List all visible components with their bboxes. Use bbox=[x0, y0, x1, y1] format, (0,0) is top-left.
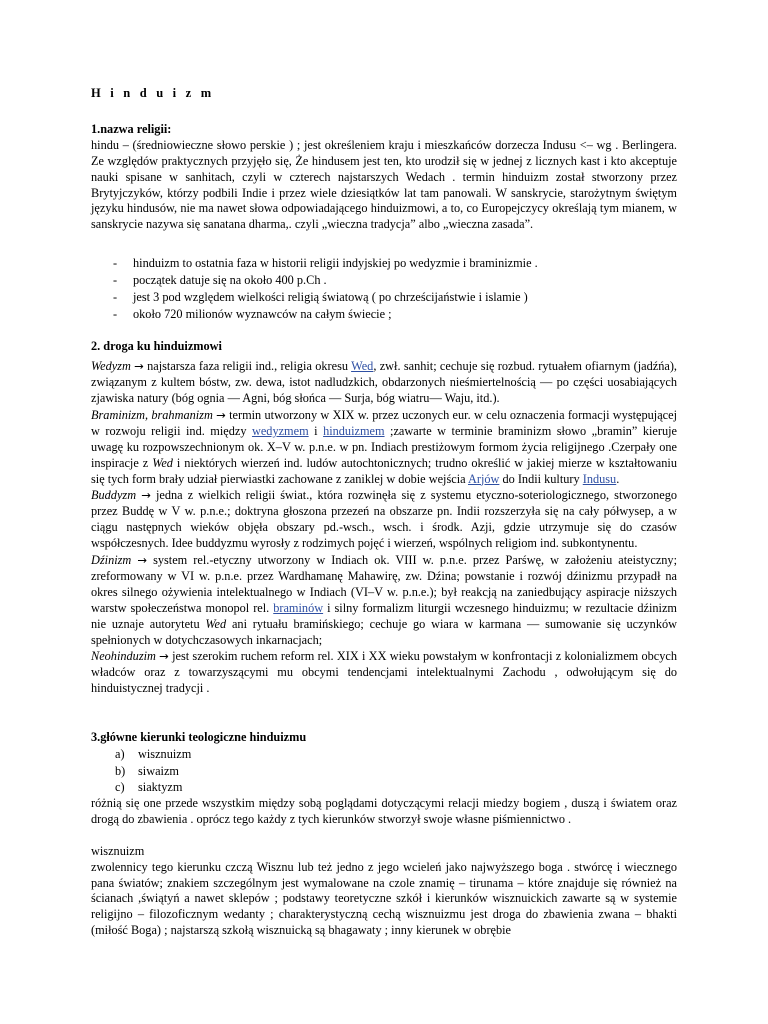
list-item: - początek datuje się na około 400 p.Ch . bbox=[91, 272, 677, 289]
entry-dzinizm: Dźinizm → system rel.-etyczny utworzony w Indiach ok. VIII w. p.n.e. przez Parśwę, w założeniu ateistyczny; zreformowany w VI w. p.n.e. przez Wardhamanę Mahawirę, zw. Dźina; powstanie i rozwój dźinizmu przypadł na okres silnego ożywienia intelektualnego w Indiach (VI–V w. p.n.e.); był reakcją na zaniedbujący aspiracje niższych warstw społeczeństwa monopol rel. braminów i silny formalizm liturgii wczesnego hinduizmu; w rezultacie dźinizm nie uznaje autorytetu Wed ani rytuału bramińskiego; cechuje go wiara w karmana — sumowanie się uczynków spełnionych w dotychczasowych inkarnacjach; bbox=[91, 553, 678, 647]
section-3-paragraph: różnią się one przede wszystkim między sobą poglądami dotyczącymi relacji miedzy bogiem , duszą i światem oraz drogą do zbawienia . oprócz tego każdy z tych kierunków stworzył swoje własne piśmiennictwo . bbox=[91, 795, 677, 826]
list-item: c) siaktyzm bbox=[115, 780, 183, 795]
term-dzinizm: Dźinizm bbox=[91, 553, 132, 568]
entry-neohinduizm: Neohinduzim → jest szerokim ruchem reform rel. XIX i XX wieku powstałym w konfrontacji z kolonializmem obcych władców oraz z towarzyszącymi mu obcymi tendencjami intelektualnymi Zachodu , odwołującym się do hinduistycznej tradycji . bbox=[91, 649, 677, 696]
document-title: H i n d u i z m bbox=[91, 86, 215, 100]
term-buddyzm: Buddyzm bbox=[91, 488, 137, 503]
link-wed[interactable]: Wed bbox=[351, 359, 374, 374]
section-1-heading: 1.nazwa religii: bbox=[91, 121, 172, 136]
link-braminow[interactable]: braminów bbox=[273, 600, 324, 615]
link-hinduizmem[interactable]: hinduizmem bbox=[323, 423, 385, 438]
arrow-right-icon: → bbox=[159, 649, 169, 664]
section-theological-directions bbox=[91, 730, 677, 939]
link-wedyzmem[interactable]: wedyzmem bbox=[251, 423, 309, 438]
section-name-of-religion bbox=[91, 122, 677, 323]
list-item: - jest 3 pod względem wielkości religią światową ( po chrześcijaństwie i islamie ) bbox=[91, 289, 677, 306]
link-arjow[interactable]: Arjów bbox=[467, 471, 500, 486]
document-page bbox=[91, 86, 677, 939]
term-wedyzm: Wedyzm bbox=[91, 359, 131, 374]
section-path-to-hinduism bbox=[91, 339, 677, 697]
directions-list bbox=[91, 746, 677, 796]
section-1-paragraph: hindu – (średniowieczne słowo perskie ) ; jest określeniem kraju i mieszkańców dorzecza Indusu <– wg . Berlingera. Ze względów praktycznych przyjęło się, Że hindusem jest ten, kto urodził się w jednej z licznych kast i kto akceptuje nauki spisane w sanhitach, czyli w czterech najstarszych Wedach . termin hinduizm został stworzony przez Brytyjczyków, którzy podbili Indie i przez wiele dziesiątków lat tam panowali. W sanskrycie, starożytnym świętym języku hindusów, nie ma nawet słowa odpowiadającego hinduizmowi, a to, co Europejczycy określają tym mianem, w sanskrycie nazywa się sanatana dharma,. czyli „wieczna tradycja” albo „wieczna zasada”. bbox=[91, 137, 677, 232]
section-2-heading: 2. droga ku hinduizmowi bbox=[91, 339, 222, 354]
entry-braminizm: Braminizm, brahmanizm → termin utworzony w XIX w. przez uczonych eur. w celu oznaczenia formacji występującej w rozwoju religii ind. między wedyzmem i hinduizmem ;zawarte w terminie braminizm słowo „bramin” kieruje uwagę ku rozpowszechnionym ok. X–V w. p.n.e. w pn. Indiach prestiżowym formom życia religijnego .Czerpały one inspiracje z Wed i niektórych wierzeń ind. ludów autochtonicznych; trudno określić w jakiej mierze w kształtowaniu się tych form brały udział pierwiastki zachowane z zaniklej w dobie wejścia Arjów do Indii kultury Indusu. bbox=[91, 407, 677, 486]
arrow-right-icon: → bbox=[141, 488, 151, 503]
list-item: b) siwaizm bbox=[115, 763, 179, 778]
arrow-right-icon: → bbox=[137, 553, 148, 568]
wisznuizm-heading: wisznuizm bbox=[91, 843, 145, 858]
list-item: a) wisznuizm bbox=[115, 747, 192, 762]
arrow-right-icon: → bbox=[134, 359, 144, 374]
facts-list bbox=[91, 255, 677, 323]
section-3-heading: 3.główne kierunki teologiczne hinduizmu bbox=[91, 730, 307, 745]
term-braminizm: Braminizm, brahmanizm bbox=[91, 407, 213, 422]
link-indusu[interactable]: Indusu bbox=[582, 471, 617, 486]
list-item: - około 720 milionów wyznawców na całym świecie ; bbox=[91, 306, 677, 323]
arrow-right-icon: → bbox=[216, 407, 226, 422]
entry-wedyzm: Wedyzm → najstarsza faza religii ind., religia okresu Wed, zwł. sanhit; cechuje się rozbud. rytuałem ofiarnym (jadźńa), związanym z kultem bóstw, zw. dewa, istot nadludzkich, obdarzonych nieśmiertelnością — po części uosabiających zjawiska natury (bóg ognia — Agni, bóg słońca — Surja, bóg wiatru— Waju, itd.). bbox=[91, 359, 678, 405]
entry-buddyzm: Buddyzm → jedna z wielkich religii świat., która rozwinęła się z systemu etyczno-soteriologicznego, stworzonego przez Buddę w V w. p.n.e.; doktryna głoszona przezeń na obszarze pn. Indii rozszerzyła się na cały półwysep, a w ciągu następnych wieków objęła obszary pd.-wsch., wsch. i środk. Azji, gdzie utrzymuje się do czasów współczesnych. Idee buddyzmu wyrosły z rodzimych pojęć i wierzeń, wspólnych religiom ind. subkontynentu. bbox=[91, 488, 677, 551]
wisznuizm-paragraph: zwolennicy tego kierunku czczą Wisznu lub też jedno z jego wcieleń jako najwyższego boga . stwórcę i wiecznego pana światów; znakiem szczególnym jest wymalowane na czole znamię – tirunama – które znajduje się również na ścianach ,świątyń a nawet sklepów ; podstawy teoretyczne szkół i kierunków wisznuickich zawarte są w systemie religijno – filozoficznym wedanty ; charakterystyczną cechą wisznuizmu jest droga do zbawienia zwana – bhakti (miłość Boga) ; najstarszą szkołą wisznuicką są bhagawaty ; inny kierunek w obrębie bbox=[91, 859, 677, 938]
list-item: - hinduizm to ostatnia faza w historii religii indyjskiej po wedyzmie i braminizmie . bbox=[91, 255, 677, 272]
term-neohinduizm: Neohinduzim bbox=[91, 649, 156, 664]
